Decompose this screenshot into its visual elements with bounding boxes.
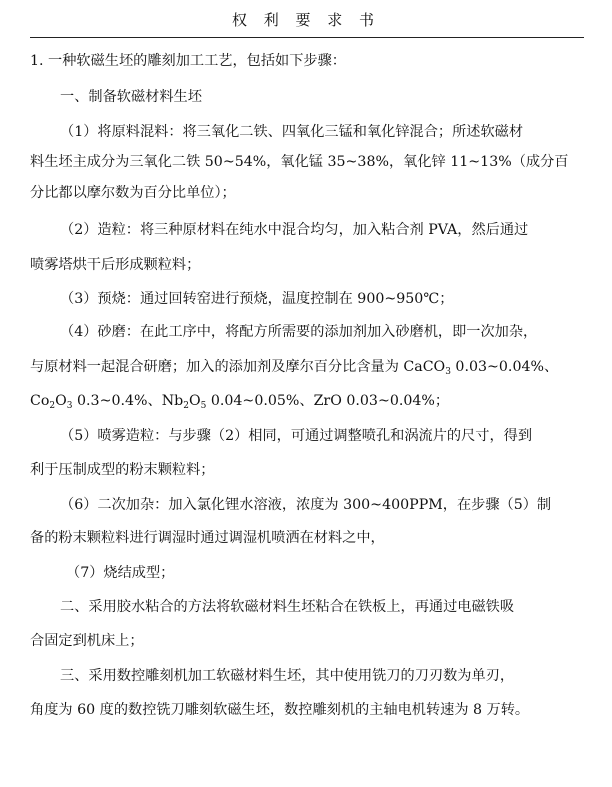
step-5-line-1: （5）喷雾造粒：与步骤（2）相同，可通过调整喷孔和涡流片的尺寸，得到 bbox=[60, 428, 533, 444]
step-4-line-2-tail: 0.03~0.04%、 bbox=[450, 359, 559, 375]
step-4-line-1: （4）砂磨：在此工序中，将配方所需要的添加剂加入砂磨机，即一次加杂， bbox=[60, 324, 538, 340]
step-1-line-1: （1）将原料混料：将三氧化二铁、四氧化三锰和氧化锌混合；所述软磁材 bbox=[60, 124, 524, 140]
step-7-line-1: （7）烧结成型； bbox=[66, 565, 175, 581]
step-5-line-2: 利于压制成型的粉末颗粒料； bbox=[30, 462, 215, 478]
step-4-line-2 bbox=[30, 358, 558, 376]
page-header-title: 权 利 要 求 书 bbox=[231, 11, 381, 29]
formula-part: O bbox=[55, 393, 67, 409]
formula-part: O bbox=[188, 393, 201, 409]
formula-part: Co bbox=[30, 393, 50, 409]
step-4-line-2-text: 与原材料一起混合研磨；加入的添加剂及摩尔百分比含量为 CaCO bbox=[30, 359, 446, 375]
section-3-line-1: 三、采用数控雕刻机加工软磁材料生坯，其中使用铣刀的刀刃数为单刃， bbox=[60, 668, 515, 684]
step-1-line-3: 分比都以摩尔数为百分比单位）； bbox=[30, 185, 236, 201]
subscript: 2 bbox=[49, 401, 56, 411]
step-2-line-1: （2）造粒：将三种原材料在纯水中混合均匀，加入粘合剂 PVA，然后通过 bbox=[60, 222, 529, 238]
section-2-line-2: 合固定到机床上； bbox=[30, 633, 144, 649]
step-3-line-1: （3）预烧：通过回转窑进行预烧，温度控制在 900~950℃； bbox=[60, 291, 454, 307]
section-3-line-2: 角度为 60 度的数控铣刀雕刻软磁生坯，数控雕刻机的主轴电机转速为 8 万转。 bbox=[30, 702, 530, 718]
step-2-line-2: 喷雾塔烘干后形成颗粒料； bbox=[30, 257, 201, 273]
subscript: 2 bbox=[183, 401, 189, 411]
section-2-line-1: 二、采用胶水粘合的方法将软磁材料生坯粘合在铁板上，再通过电磁铁吸 bbox=[60, 599, 515, 615]
header-divider bbox=[30, 37, 584, 38]
step-4-line-3 bbox=[30, 392, 449, 410]
formula-part: 0.04~0.05%、ZrO 0.03~0.04%； bbox=[206, 393, 450, 409]
step-6-line-1: （6）二次加杂：加入氯化锂水溶液，浓度为 300~400PPM，在步骤（5）制 bbox=[60, 497, 552, 513]
subscript: 3 bbox=[66, 401, 73, 411]
section-1-title: 一、制备软磁材料生坯 bbox=[60, 89, 202, 105]
subscript: 3 bbox=[445, 367, 451, 377]
formula-part: 0.3~0.4%、Nb bbox=[72, 393, 184, 409]
step-6-line-2: 备的粉末颗粒料进行调湿时通过调湿机喷洒在材料之中， bbox=[30, 530, 385, 546]
claim-intro: 1. 一种软磁生坯的雕刻加工工艺，包括如下步骤： bbox=[30, 53, 346, 69]
subscript: 5 bbox=[200, 401, 207, 411]
step-1-line-2: 料生坯主成分为三氧化二铁 50~54%，氧化锰 35~38%，氧化锌 11~13%（成分百 bbox=[30, 154, 569, 170]
